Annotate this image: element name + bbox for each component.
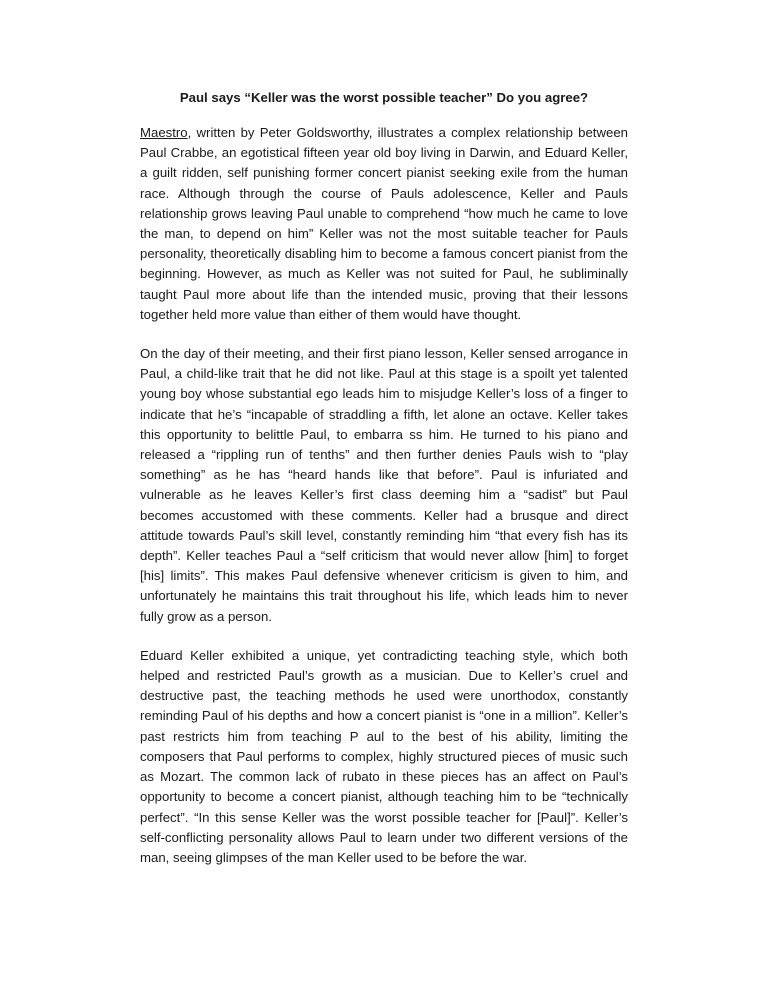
book-title-maestro: Maestro xyxy=(140,125,188,140)
document-page xyxy=(140,88,628,887)
paragraph-intro xyxy=(140,123,628,325)
paragraph-teaching-style: Eduard Keller exhibited a unique, yet contradicting teaching style, which both helped and restricted Paul’s growth as a musician. Due to Keller’s cruel and destructive past, the teaching methods he used were unorthodox, constantly reminding Paul of his depths and how a concert pianist is “one in a million”. Keller’s past restricts him from teaching P aul to the best of his ability, limiting the composers that Paul performs to complex, highly structured pieces of music such as Mozart. The common lack of rubato in these pieces has an affect on Paul’s opportunity to become a concert pianist, although teaching him to be “technically perfect”. “In this sense Keller was the worst possible teacher for [Paul]”. Keller’s self-conflicting personality allows Paul to learn under two different versions of the man, seeing glimpses of the man Keller used to be before the war. xyxy=(140,647,628,865)
paragraph-intro-text: , written by Peter Goldsworthy, illustrates a complex relationship between Paul Crabbe, an egotistical fifteen year old boy living in Darwin, and Eduard Keller, a guilt ridden, self punishing former concert pianist seeking exile from the human race. Although through the course of Pauls adolescence, Keller and Pauls relationship grows leaving Paul unable to comprehend “how much he came to love the man, to depend on him” Keller was not the most suitable teacher for Pauls personality, theoretically disabling him to become a famous concert pianist from the beginning. However, as much as Keller was not suited for Paul, he subliminally taught Paul more about life than the intended music, proving that their lessons together held more value than either of them would have thought. xyxy=(140,125,628,322)
paragraph-first-meeting: On the day of their meeting, and their first piano lesson, Keller sensed arrogance in Paul, a child-like trait that he did not like. Paul at this stage is a spoilt yet talented young boy whose substantial ego leads him to misjudge Keller’s loss of a finger to indicate that he’s “incapable of straddling a fifth, let alone an octave. Keller takes this opportunity to belittle Paul, to embarra ss him. He turned to his piano and released a “rippling run of tenths” and then further denies Pauls wish to “play something” as he has “heard hands like that before”. Paul is infuriated and vulnerable as he leaves Keller’s first class deeming him a “sadist” but Paul becomes accustomed with these comments. Keller had a brusque and direct attitude towards Paul’s skill level, constantly reminding him “that every fish has its depth”. Keller teaches Paul a “self criticism that would never allow [him] to forget [his] limits”. This makes Paul defensive whenever criticism is given to him, and unfortunately he maintains this trait throughout his life, which leads him to never fully grow as a person. xyxy=(140,346,628,624)
essay-title: Paul says “Keller was the worst possible teacher” Do you agree? xyxy=(179,90,589,105)
